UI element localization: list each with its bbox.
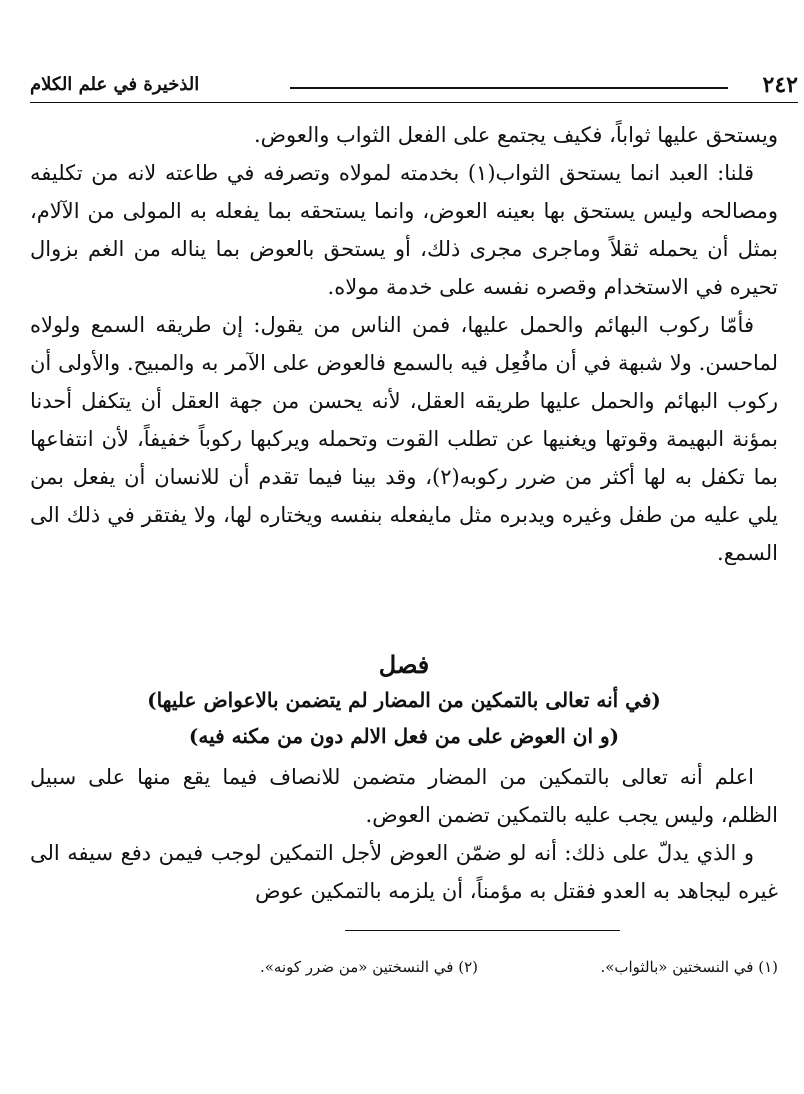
paragraph: و الذي يدلّ على ذلك: أنه لو ضمّن العوض لأجل التمكين لوجب فيمن دفع سيفه الى غيره ليجاهد به العدو فقتل به مؤمناً، أن يلزمه بالتمكين عوض	[30, 841, 778, 903]
section-header	[30, 648, 778, 754]
body-text-top	[30, 116, 778, 572]
header-rule	[290, 87, 728, 89]
section-subtitle: (و ان العوض على من فعل الالم دون من مكنه فيه)	[188, 724, 620, 748]
paragraph: اعلم أنه تعالى بالتمكين من المضار متضمن للانصاف فيما يقع منها على سبيل الظلم، وليس يجب عليه بالتمكين تضمن العوض.	[30, 765, 778, 827]
paragraph: فأمّا ركوب البهائم والحمل عليها، فمن الناس من يقول: إن طريقه السمع ولولاه لماحسن. ولا شبهة في أن مافُعِل فيه بالسمع فالعوض على الآمر به والمبيح. والأولى أن ركوب البهائم والحمل عليها طريقه العقل، لأنه يحسن من جهة العقل أن يتكفل أحدنا بمؤنة البهيمة وقوتها ويغنيها عن تطلب القوت وتحمله ويركبها ركوباً خفيفاً، لأن انتفاعها بما تكفل به لها أكثر من ضرر ركوبه(٢)، وقد بينا فيما تقدم أن للانسان أن يفعل بمن يلي عليه من طفل وغيره ويدبره مثل مايفعله بنفسه ويختاره لها، ولا يفتقر في ذلك الى السمع.	[30, 313, 778, 565]
section-heading: فصل	[378, 650, 430, 679]
running-title: الذخيرة في علم الكلام	[30, 74, 200, 95]
footnote: (١) في النسختين «بالثواب».	[600, 958, 778, 976]
paragraph: قلنا: العبد انما يستحق الثواب(١) بخدمته لمولاه وتصرفه في طاعته لانه من تكليفه ومصالحه وليس يستحق بها بعينه العوض، وانما يستحقه بما يفعله به المولى من الآلام، بمثل أن يحمله ثقلاً وماجرى مجرى ذلك، أو يستحق بالعوض بما يناله من الغم بزوال تحيره في الاستخدام وقصره نفسه على خدمة مولاه.	[30, 161, 778, 299]
section-subtitle: (في أنه تعالى بالتمكين من المضار لم يتضمن بالاعواض عليها)	[147, 688, 661, 712]
footnote-rule	[345, 930, 620, 931]
header-underline	[30, 102, 798, 103]
page-header	[30, 72, 798, 106]
footnote: (٢) في النسختين «من ضرر كونه».	[259, 958, 478, 976]
paragraph: ويستحق عليها ثواباً، فكيف يجتمع على الفعل الثواب والعوض.	[253, 123, 778, 147]
page-number: ٢٤٢	[762, 72, 798, 98]
body-text-bottom	[30, 758, 778, 910]
